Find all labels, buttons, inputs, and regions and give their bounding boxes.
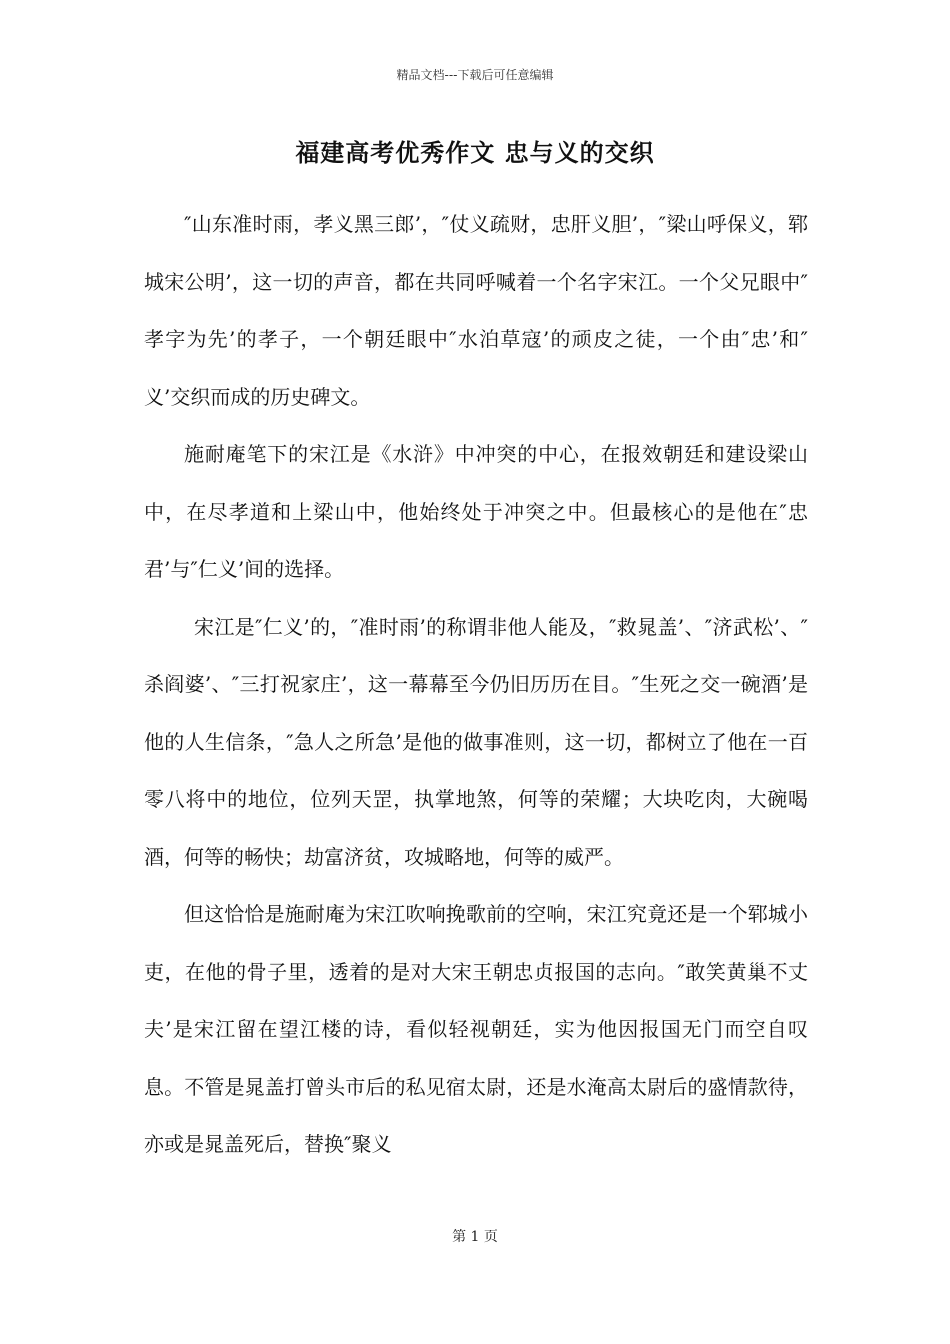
paragraph-4: 但这恰恰是施耐庵为宋江吹响挽歌前的空响，宋江究竟还是一个郓城小吏，在他的骨子里，透着的是对大宋王朝忠贞报国的志向。″敢笑黄巢不丈夫’是宋江留在望江楼的诗，看似轻视朝廷，实为他因报国无门而空自叹息。不管是晁盖打曾头市后的私见宿太尉，还是水淹高太尉后的盛情款待，亦或是晁盖死后，替换″聚义 bbox=[144, 902, 808, 1156]
header-note: 精品文档---下载后可任意编辑 bbox=[396, 68, 554, 82]
document-body bbox=[144, 196, 808, 1174]
page-number: 第 1 页 bbox=[452, 1229, 498, 1245]
document-title: 福建高考优秀作文 忠与义的交织 bbox=[295, 138, 655, 167]
paragraph-2: 施耐庵笔下的宋江是《水浒》中冲突的中心，在报效朝廷和建设梁山中，在尽孝道和上梁山中，他始终处于冲突之中。但最核心的是他在″忠君’与″仁义’间的选择。 bbox=[144, 442, 808, 581]
paragraph-1: ″山东准时雨，孝义黑三郎’，″仗义疏财，忠肝义胆’，″梁山呼保义，郓城宋公明’，这一切的声音，都在共同呼喊着一个名字宋江。一个父兄眼中″孝字为先’的孝子，一个朝廷眼中″水泊草寇’的顽皮之徒，一个由″忠’和″义’交织而成的历史碑文。 bbox=[144, 212, 808, 409]
paragraph-3: 宋江是″仁义’的，″准时雨’的称谓非他人能及，″救晁盖’、″济武松’、″杀阎婆’、″三打祝家庄’，这一幕幕至今仍旧历历在目。″生死之交一碗酒’是他的人生信条，″急人之所急’是他的做事准则，这一切，都树立了他在一百零八将中的地位，位列天罡，执掌地煞，何等的荣耀；大块吃肉，大碗喝酒，何等的畅快；劫富济贫，攻城略地，何等的威严。 bbox=[144, 614, 808, 869]
